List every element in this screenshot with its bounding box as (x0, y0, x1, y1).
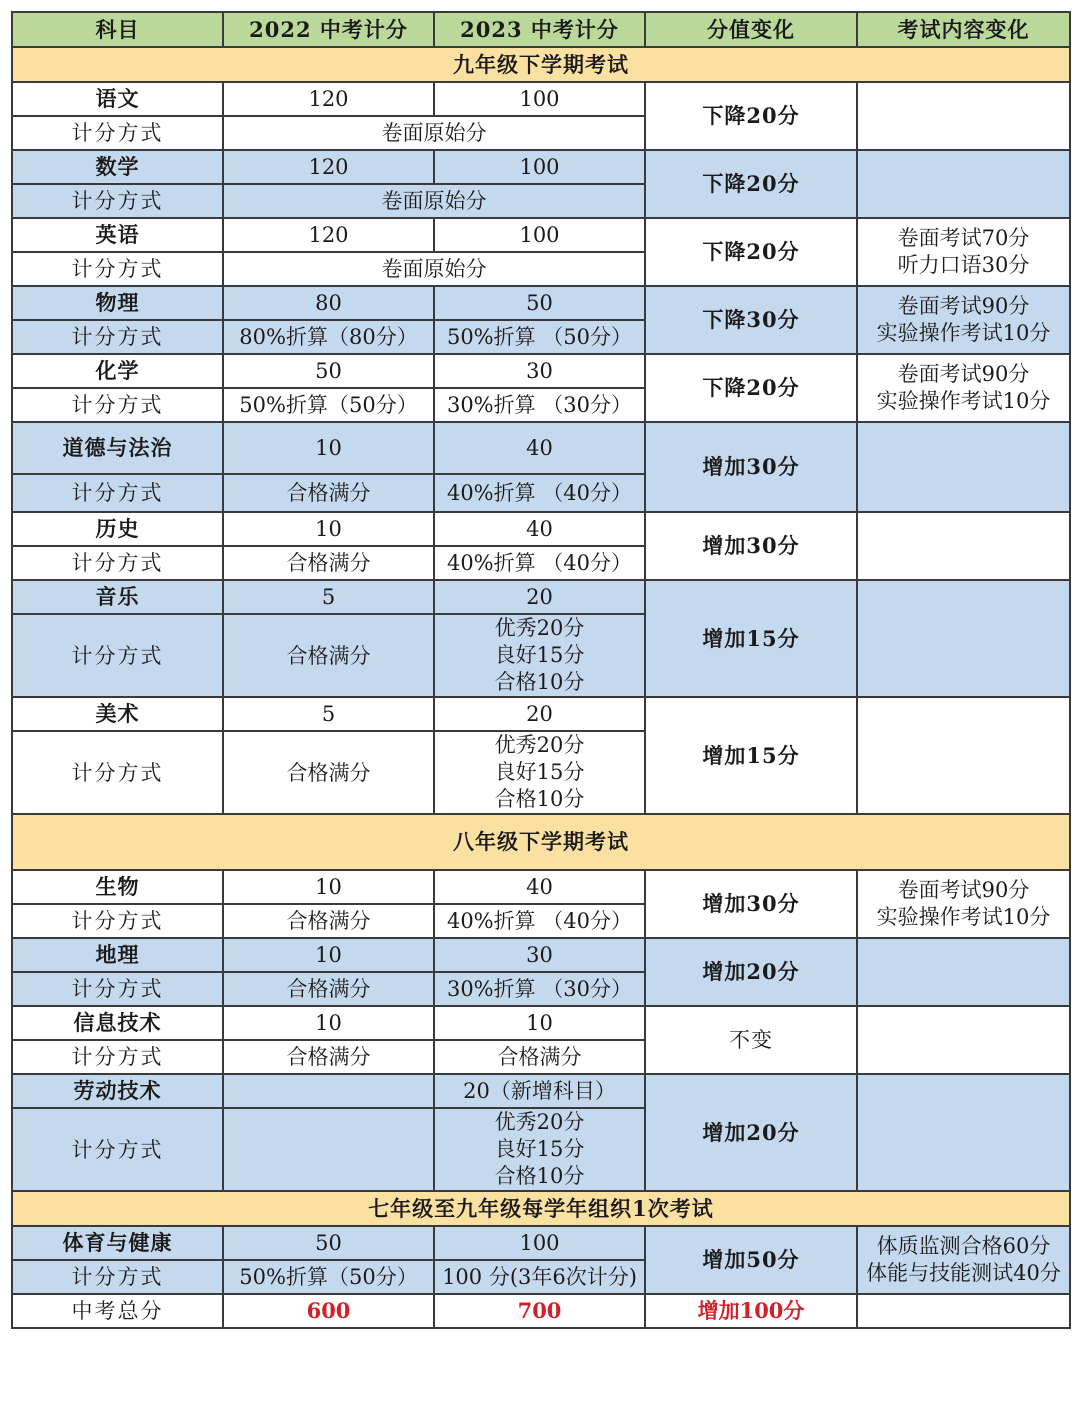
content-change (857, 354, 1070, 422)
subject-name: 道德与法治 (12, 422, 223, 474)
content-line: 卷面考试90分 (897, 362, 1030, 386)
total-2022: 600 (223, 1294, 434, 1328)
subject-name: 数学 (12, 150, 223, 184)
method-2022: 合格满分 (223, 904, 434, 938)
score-2022: 10 (223, 512, 434, 546)
score-change: 增加20分 (645, 938, 857, 1006)
method-2023: 50%折算 （50分） (434, 320, 645, 354)
subject-name: 历史 (12, 512, 223, 546)
section-title-grade8: 八年级下学期考试 (12, 814, 1070, 870)
content-line: 卷面考试70分 (897, 226, 1030, 250)
score-2023: 100 (434, 1226, 645, 1260)
score-change: 增加15分 (645, 697, 857, 814)
method-2022: 合格满分 (223, 731, 434, 814)
grade-line: 优秀20分 (494, 616, 585, 640)
content-change (857, 82, 1070, 150)
score-2023: 100 (434, 82, 645, 116)
table-row (12, 1226, 1070, 1260)
method-label: 计分方式 (12, 252, 223, 286)
content-change (857, 1074, 1070, 1191)
method-2022: 合格满分 (223, 614, 434, 697)
method-2022: 合格满分 (223, 1040, 434, 1074)
table-row (12, 82, 1070, 116)
score-change: 下降20分 (645, 82, 857, 150)
grade-line: 良好15分 (494, 1137, 585, 1161)
score-change: 增加20分 (645, 1074, 857, 1191)
total-label: 中考总分 (12, 1294, 223, 1328)
method-2023: 40%折算 （40分） (434, 474, 645, 512)
method-label: 计分方式 (12, 1108, 223, 1191)
method-label: 计分方式 (12, 1260, 223, 1294)
method-2022: 80%折算（80分） (223, 320, 434, 354)
score-change: 增加30分 (645, 512, 857, 580)
subject-name: 化学 (12, 354, 223, 388)
subject-name: 体育与健康 (12, 1226, 223, 1260)
header-2022: 2022 中考计分 (223, 12, 434, 47)
method-label: 计分方式 (12, 731, 223, 814)
grade-line: 优秀20分 (494, 1110, 585, 1134)
table-header-row (12, 12, 1070, 47)
score-2023: 20 (434, 697, 645, 731)
method-2022: 合格满分 (223, 546, 434, 580)
table-row (12, 512, 1070, 546)
method-label: 计分方式 (12, 972, 223, 1006)
score-2022: 10 (223, 938, 434, 972)
content-change (857, 218, 1070, 286)
section-row (12, 814, 1070, 870)
content-line: 体能与技能测试40分 (866, 1261, 1061, 1285)
table-row (12, 1006, 1070, 1040)
content-line: 体质监测合格60分 (876, 1234, 1051, 1258)
subject-name: 物理 (12, 286, 223, 320)
score-2023: 50 (434, 286, 645, 320)
content-line: 听力口语30分 (897, 253, 1030, 277)
header-2023: 2023 中考计分 (434, 12, 645, 47)
method-2023: 30%折算 （30分） (434, 388, 645, 422)
table-row (12, 870, 1070, 904)
method-2023: 30%折算 （30分） (434, 972, 645, 1006)
score-2022: 120 (223, 218, 434, 252)
method-value: 卷面原始分 (223, 252, 645, 286)
content-change (857, 1226, 1070, 1294)
total-change: 增加100分 (645, 1294, 857, 1328)
score-change: 下降20分 (645, 150, 857, 218)
subject-name: 英语 (12, 218, 223, 252)
method-label: 计分方式 (12, 1040, 223, 1074)
section-row (12, 47, 1070, 82)
content-change (857, 938, 1070, 1006)
grade-line: 良好15分 (494, 760, 585, 784)
grade-line: 合格10分 (494, 1164, 585, 1188)
score-2022: 50 (223, 1226, 434, 1260)
method-label: 计分方式 (12, 546, 223, 580)
method-2023 (434, 614, 645, 697)
method-2023: 40%折算 （40分） (434, 904, 645, 938)
table-row (12, 218, 1070, 252)
score-2023: 40 (434, 422, 645, 474)
score-2022: 10 (223, 422, 434, 474)
content-line: 实验操作考试10分 (876, 389, 1051, 413)
method-2022: 合格满分 (223, 972, 434, 1006)
table-row (12, 422, 1070, 474)
content-line: 实验操作考试10分 (876, 321, 1051, 345)
content-change (857, 1006, 1070, 1074)
content-change (857, 697, 1070, 814)
score-change: 下降20分 (645, 218, 857, 286)
table-row (12, 938, 1070, 972)
total-row (12, 1294, 1070, 1328)
score-2023: 10 (434, 1006, 645, 1040)
score-2022: 120 (223, 82, 434, 116)
score-change: 增加50分 (645, 1226, 857, 1294)
total-content (857, 1294, 1070, 1328)
header-content-change: 考试内容变化 (857, 12, 1070, 47)
score-2023: 100 (434, 150, 645, 184)
header-subject: 科目 (12, 12, 223, 47)
method-2023: 40%折算 （40分） (434, 546, 645, 580)
method-label: 计分方式 (12, 614, 223, 697)
score-2023: 20（新增科目） (434, 1074, 645, 1108)
total-2023: 700 (434, 1294, 645, 1328)
exam-score-table (11, 11, 1071, 1329)
method-2023 (434, 731, 645, 814)
score-2023: 20 (434, 580, 645, 614)
score-2022: 5 (223, 697, 434, 731)
method-label: 计分方式 (12, 474, 223, 512)
score-2022: 80 (223, 286, 434, 320)
section-title-grade9: 九年级下学期考试 (12, 47, 1070, 82)
content-line: 实验操作考试10分 (876, 905, 1051, 929)
content-change (857, 286, 1070, 354)
score-2022: 5 (223, 580, 434, 614)
score-2023: 30 (434, 354, 645, 388)
subject-name: 美术 (12, 697, 223, 731)
method-2023: 100 分(3年6次计分) (434, 1260, 645, 1294)
subject-name: 语文 (12, 82, 223, 116)
table-row (12, 1074, 1070, 1108)
subject-name: 地理 (12, 938, 223, 972)
score-change: 下降20分 (645, 354, 857, 422)
score-change: 增加15分 (645, 580, 857, 697)
table-row (12, 697, 1070, 731)
table-row (12, 286, 1070, 320)
score-2023: 40 (434, 870, 645, 904)
score-2023: 30 (434, 938, 645, 972)
table-row (12, 150, 1070, 184)
score-2023: 100 (434, 218, 645, 252)
method-label: 计分方式 (12, 320, 223, 354)
method-value: 卷面原始分 (223, 116, 645, 150)
method-2023 (434, 1108, 645, 1191)
content-change (857, 580, 1070, 697)
content-change (857, 870, 1070, 938)
method-2022: 合格满分 (223, 474, 434, 512)
method-2023: 合格满分 (434, 1040, 645, 1074)
score-2023: 40 (434, 512, 645, 546)
method-label: 计分方式 (12, 184, 223, 218)
subject-name: 劳动技术 (12, 1074, 223, 1108)
score-change: 增加30分 (645, 422, 857, 512)
section-title-annual: 七年级至九年级每学年组织1次考试 (12, 1191, 1070, 1226)
method-2022 (223, 1108, 434, 1191)
content-line: 卷面考试90分 (897, 878, 1030, 902)
grade-line: 合格10分 (494, 670, 585, 694)
method-label: 计分方式 (12, 116, 223, 150)
score-change: 不变 (645, 1006, 857, 1074)
table-row (12, 580, 1070, 614)
content-change (857, 150, 1070, 218)
table-row (12, 354, 1070, 388)
score-change: 增加30分 (645, 870, 857, 938)
content-change (857, 512, 1070, 580)
method-label: 计分方式 (12, 388, 223, 422)
method-value: 卷面原始分 (223, 184, 645, 218)
method-label: 计分方式 (12, 904, 223, 938)
grade-line: 合格10分 (494, 787, 585, 811)
content-change (857, 422, 1070, 512)
score-2022: 50 (223, 354, 434, 388)
header-change: 分值变化 (645, 12, 857, 47)
score-2022: 120 (223, 150, 434, 184)
subject-name: 音乐 (12, 580, 223, 614)
score-change: 下降30分 (645, 286, 857, 354)
method-2022: 50%折算（50分） (223, 388, 434, 422)
subject-name: 生物 (12, 870, 223, 904)
score-2022 (223, 1074, 434, 1108)
score-2022: 10 (223, 870, 434, 904)
grade-line: 优秀20分 (494, 733, 585, 757)
grade-line: 良好15分 (494, 643, 585, 667)
method-2022: 50%折算（50分） (223, 1260, 434, 1294)
score-2022: 10 (223, 1006, 434, 1040)
content-line: 卷面考试90分 (897, 294, 1030, 318)
subject-name: 信息技术 (12, 1006, 223, 1040)
section-row (12, 1191, 1070, 1226)
